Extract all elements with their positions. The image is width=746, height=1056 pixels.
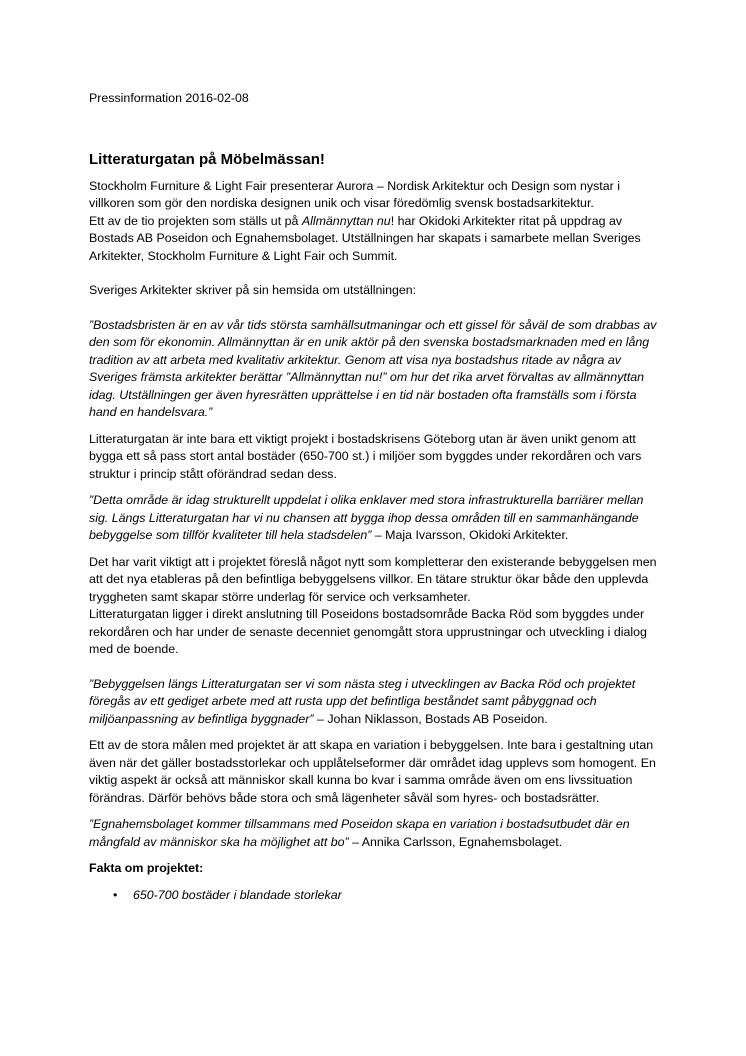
litteraturgatan-paragraph: Litteraturgatan är inte bara ett viktigt projekt i bostadskrisens Göteborg utan är även unikt genom att bygga ett så pass stort antal bostäder (650-700 st.) i miljöer som byggdes under rekordåren och vars struktur i princip stått oförändrad sedan dess.	[89, 431, 642, 481]
variation-paragraph: Ett av de stora målen med projektet är att skapa en variation i bebyggelsen. Inte bara i gestaltning utan även när det gäller bostadsstorlekar och upplåtelseformer där området idag upplevs som homogent. En viktig aspekt är också att människor skall kunna bo kvar i samma område även om ens livssituation förändras. Därför behövs både stora och små lägenheter såväl som hyres- och bostadsrätter.	[89, 738, 656, 805]
document-page	[89, 90, 664, 904]
fact-text: 650-700 bostäder i blandade storlekar	[133, 887, 342, 902]
quote-attribution: – Annika Carlsson, Egnahemsbolaget.	[348, 834, 563, 849]
exhibition-name: Allmännyttan nu	[301, 213, 391, 228]
quote-text: ”Detta område är idag strukturellt uppdelat i olika enklaver med stora infrastrukturella barriärer mellan sig. Längs Litteraturgatan har vi nu chansen att bygga ihop dessa områden till en sammanhängande bebyggelse som tillför kvaliteter till hela stadsdelen”	[89, 493, 644, 542]
intro-paragraph	[89, 178, 664, 266]
quote-attribution: – Maja Ivarsson, Okidoki Arkitekter.	[371, 528, 569, 542]
intro-line-1: Stockholm Furniture & Light Fair presenterar Aurora – Nordisk Arkitektur och Design som nystar i villkoren som gör den nordiska designen unik och visar föredömlig svensk bostadsarkitektur.	[89, 178, 620, 210]
quote-attribution: – Johan Niklasson, Bostads AB Poseidon.	[313, 711, 548, 726]
press-date: Pressinformation 2016-02-08	[89, 91, 249, 105]
list-item	[89, 887, 664, 905]
quote-maja-ivarsson	[89, 492, 664, 545]
page-title: Litteraturgatan på Möbelmässan!	[89, 150, 325, 168]
project-line-2: Litteraturgatan ligger i direkt anslutning till Poseidons bostadsområde Backa Röd som byggdes under rekordåren och har under de senaste decenniet genomgått stora upprustningar och utveckling i dialog med de boende.	[89, 607, 647, 656]
quote-text: ”Egnahemsbolaget kommer tillsammans med Poseidon skapa en variation i bostadsutbudet där en mångfald av människor ska ha möjlighet att bo”	[89, 817, 630, 849]
facts-heading: Fakta om projektet:	[89, 861, 204, 875]
quote-text: ”Bebyggelsen längs Litteraturgatan ser vi som nästa steg i utvecklingen av Backa Röd och projektet föregås av ett gediget arbete med att rusta upp det befintliga beståndet samt påbyggnad och miljöanpassning av befintliga byggnader”	[89, 676, 636, 726]
project-paragraph	[89, 554, 664, 659]
intro-line-2-pre: Ett av de tio projekten som ställs ut på	[89, 213, 302, 228]
quote-johan-niklasson	[89, 676, 664, 729]
intro-line-2-post: ! har Okidoki Arkitekter ritat på uppdrag av Bostads AB Poseidon och Egnahemsbolaget. Utställningen har skapats i samarbete mellan Sveriges Arkitekter, Stockholm Furniture & Light Fair och Summit.	[89, 213, 641, 263]
facts-list	[89, 887, 664, 905]
project-line-1: Det har varit viktigt att i projektet föreslå något nytt som kompletterar den existerande bebyggelsen men att det nya etableras på den befintliga bebyggelsens villkor. En tätare struktur ökar både den upplevda tryggheten samt skapar större underlag för service och verksamheter.	[89, 554, 657, 604]
sa-intro-paragraph: Sveriges Arkitekter skriver på sin hemsida om utställningen:	[89, 283, 417, 297]
bullet-icon: •	[113, 887, 118, 902]
quote-sveriges-arkitekter: ”Bostadsbristen är en av vår tids största samhällsutmaningar och ett gissel för såväl de som drabbas av den som för ekonomin. Allmännyttan är en unik aktör på den svenska bostadsmarknaden med en lång tradition av att arbeta med kvalitativ arkitektur. Genom att visa nya bostadshus ritade av några av Sveriges främsta arkitekter berättar ”Allmännyttan nu!” om hur det rika arvet förvaltas av allmännyttan idag. Utställningen ger även hyresrätten upprättelse i en tid när bostaden ofta framställs som i första hand en handelsvara.”	[89, 317, 657, 419]
quote-annika-carlsson	[89, 816, 664, 851]
